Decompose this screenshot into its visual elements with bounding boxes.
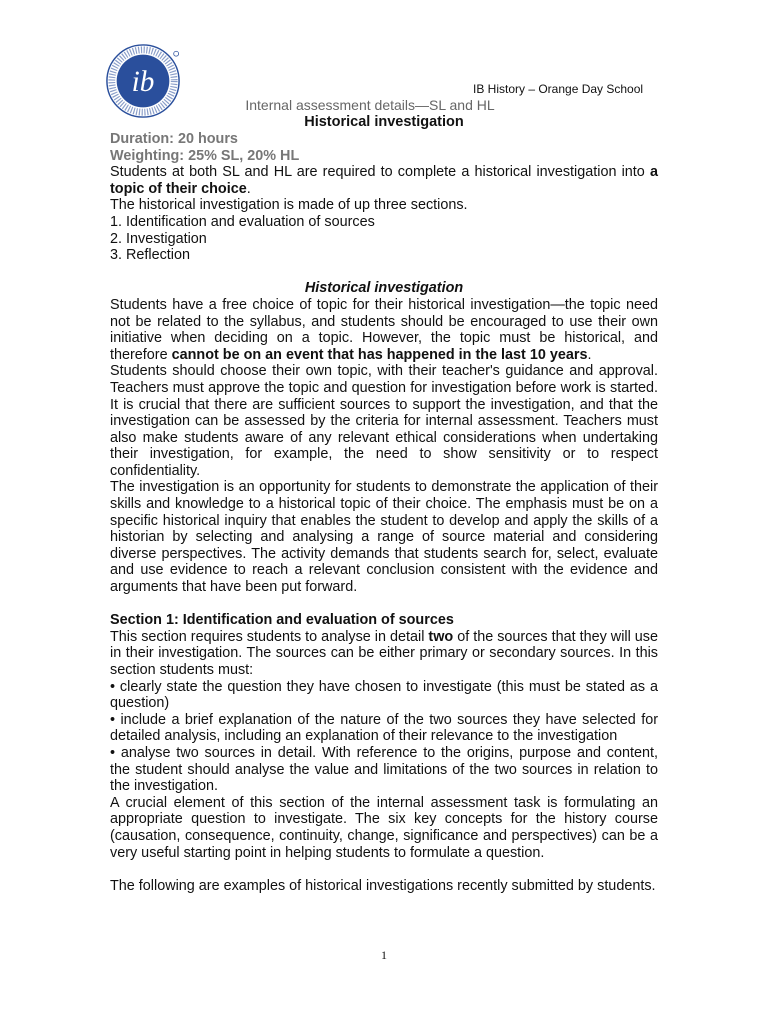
page-number: 1 <box>381 948 387 962</box>
investigation-paragraph: Students have a free choice of topic for their historical investigation—the topic need not be related to the syllabus, and students should be encouraged to use their own initiative when deciding on a topic. However, the topic must be historical, and therefore cannot be on an event that has happened in the last 10 years. <box>110 296 658 363</box>
document-body <box>110 131 658 894</box>
duration-line: Duration: 20 hours <box>110 131 238 147</box>
sections-intro: The historical investigation is made of up three sections. <box>110 197 468 214</box>
section1-bullet: • include a brief explanation of the nature of the two sources they have selected for detailed analysis, including an explanation of their relevance to the investigation <box>110 711 658 745</box>
investigation-heading: Historical investigation <box>304 280 464 297</box>
document-subtitle: Internal assessment details—SL and HL <box>245 97 495 113</box>
section1-paragraph: A crucial element of this section of the internal assessment task is formulating an appropriate question to investigate. The six key concepts for the history course (causation, consequence, continuity, change, significance and perspectives) can be a very useful starting point in helping students to formulate a question. <box>110 794 658 861</box>
document-title: Historical investigation <box>304 114 464 130</box>
section1-bullet: • analyse two sources in detail. With reference to the origins, purpose and content, the student should analyse the value and limitations of the two sources in relation to the investigation. <box>110 744 658 795</box>
weighting-line: Weighting: 25% SL, 20% HL <box>110 147 300 164</box>
section-list-item: 3. Reflection <box>110 247 190 264</box>
intro-paragraph: Students at both SL and HL are required to complete a historical investigation into a topic of their choice. <box>110 164 658 197</box>
section1-paragraph: This section requires students to analyse in detail two of the sources that they will use in their investigation. The sources can be either primary or secondary sources. In this section students must: <box>110 628 658 678</box>
section1-paragraph: The following are examples of historical investigations recently submitted by students. <box>110 877 656 894</box>
section-list-item: 1. Identification and evaluation of sources <box>110 213 375 230</box>
investigation-paragraph: Students should choose their own topic, with their teacher's guidance and approval. Teachers must approve the topic and question for investigation before work is started. It is crucial that there are sufficient sources to support the investigation, and that the investigation can be assessed by the criteria for internal assessment. Teachers must also make students aware of any relevant ethical considerations when undertaking their investigation, for example, the need to show sensitivity or to respect confidentiality. <box>110 363 658 479</box>
svg-text:ib: ib <box>131 65 155 98</box>
investigation-paragraph: The investigation is an opportunity for students to demonstrate the application of their skills and knowledge to a historical topic of their choice. The emphasis must be on a specific historical inquiry that enables the student to develop and apply the skills of a historian by selecting and analysing a range of source material and considering diverse perspectives. The activity demands that students search for, select, evaluate and use evidence to reach a relevant conclusion consistent with the evidence and arguments that have been put forward. <box>110 479 658 596</box>
section1-heading: Section 1: Identification and evaluation of sources <box>110 612 454 629</box>
school-name: IB History – Orange Day School <box>473 82 644 96</box>
section1-bullet: • clearly state the question they have chosen to investigate (this must be stated as a question) <box>110 678 658 712</box>
section-list-item: 2. Investigation <box>110 230 207 247</box>
